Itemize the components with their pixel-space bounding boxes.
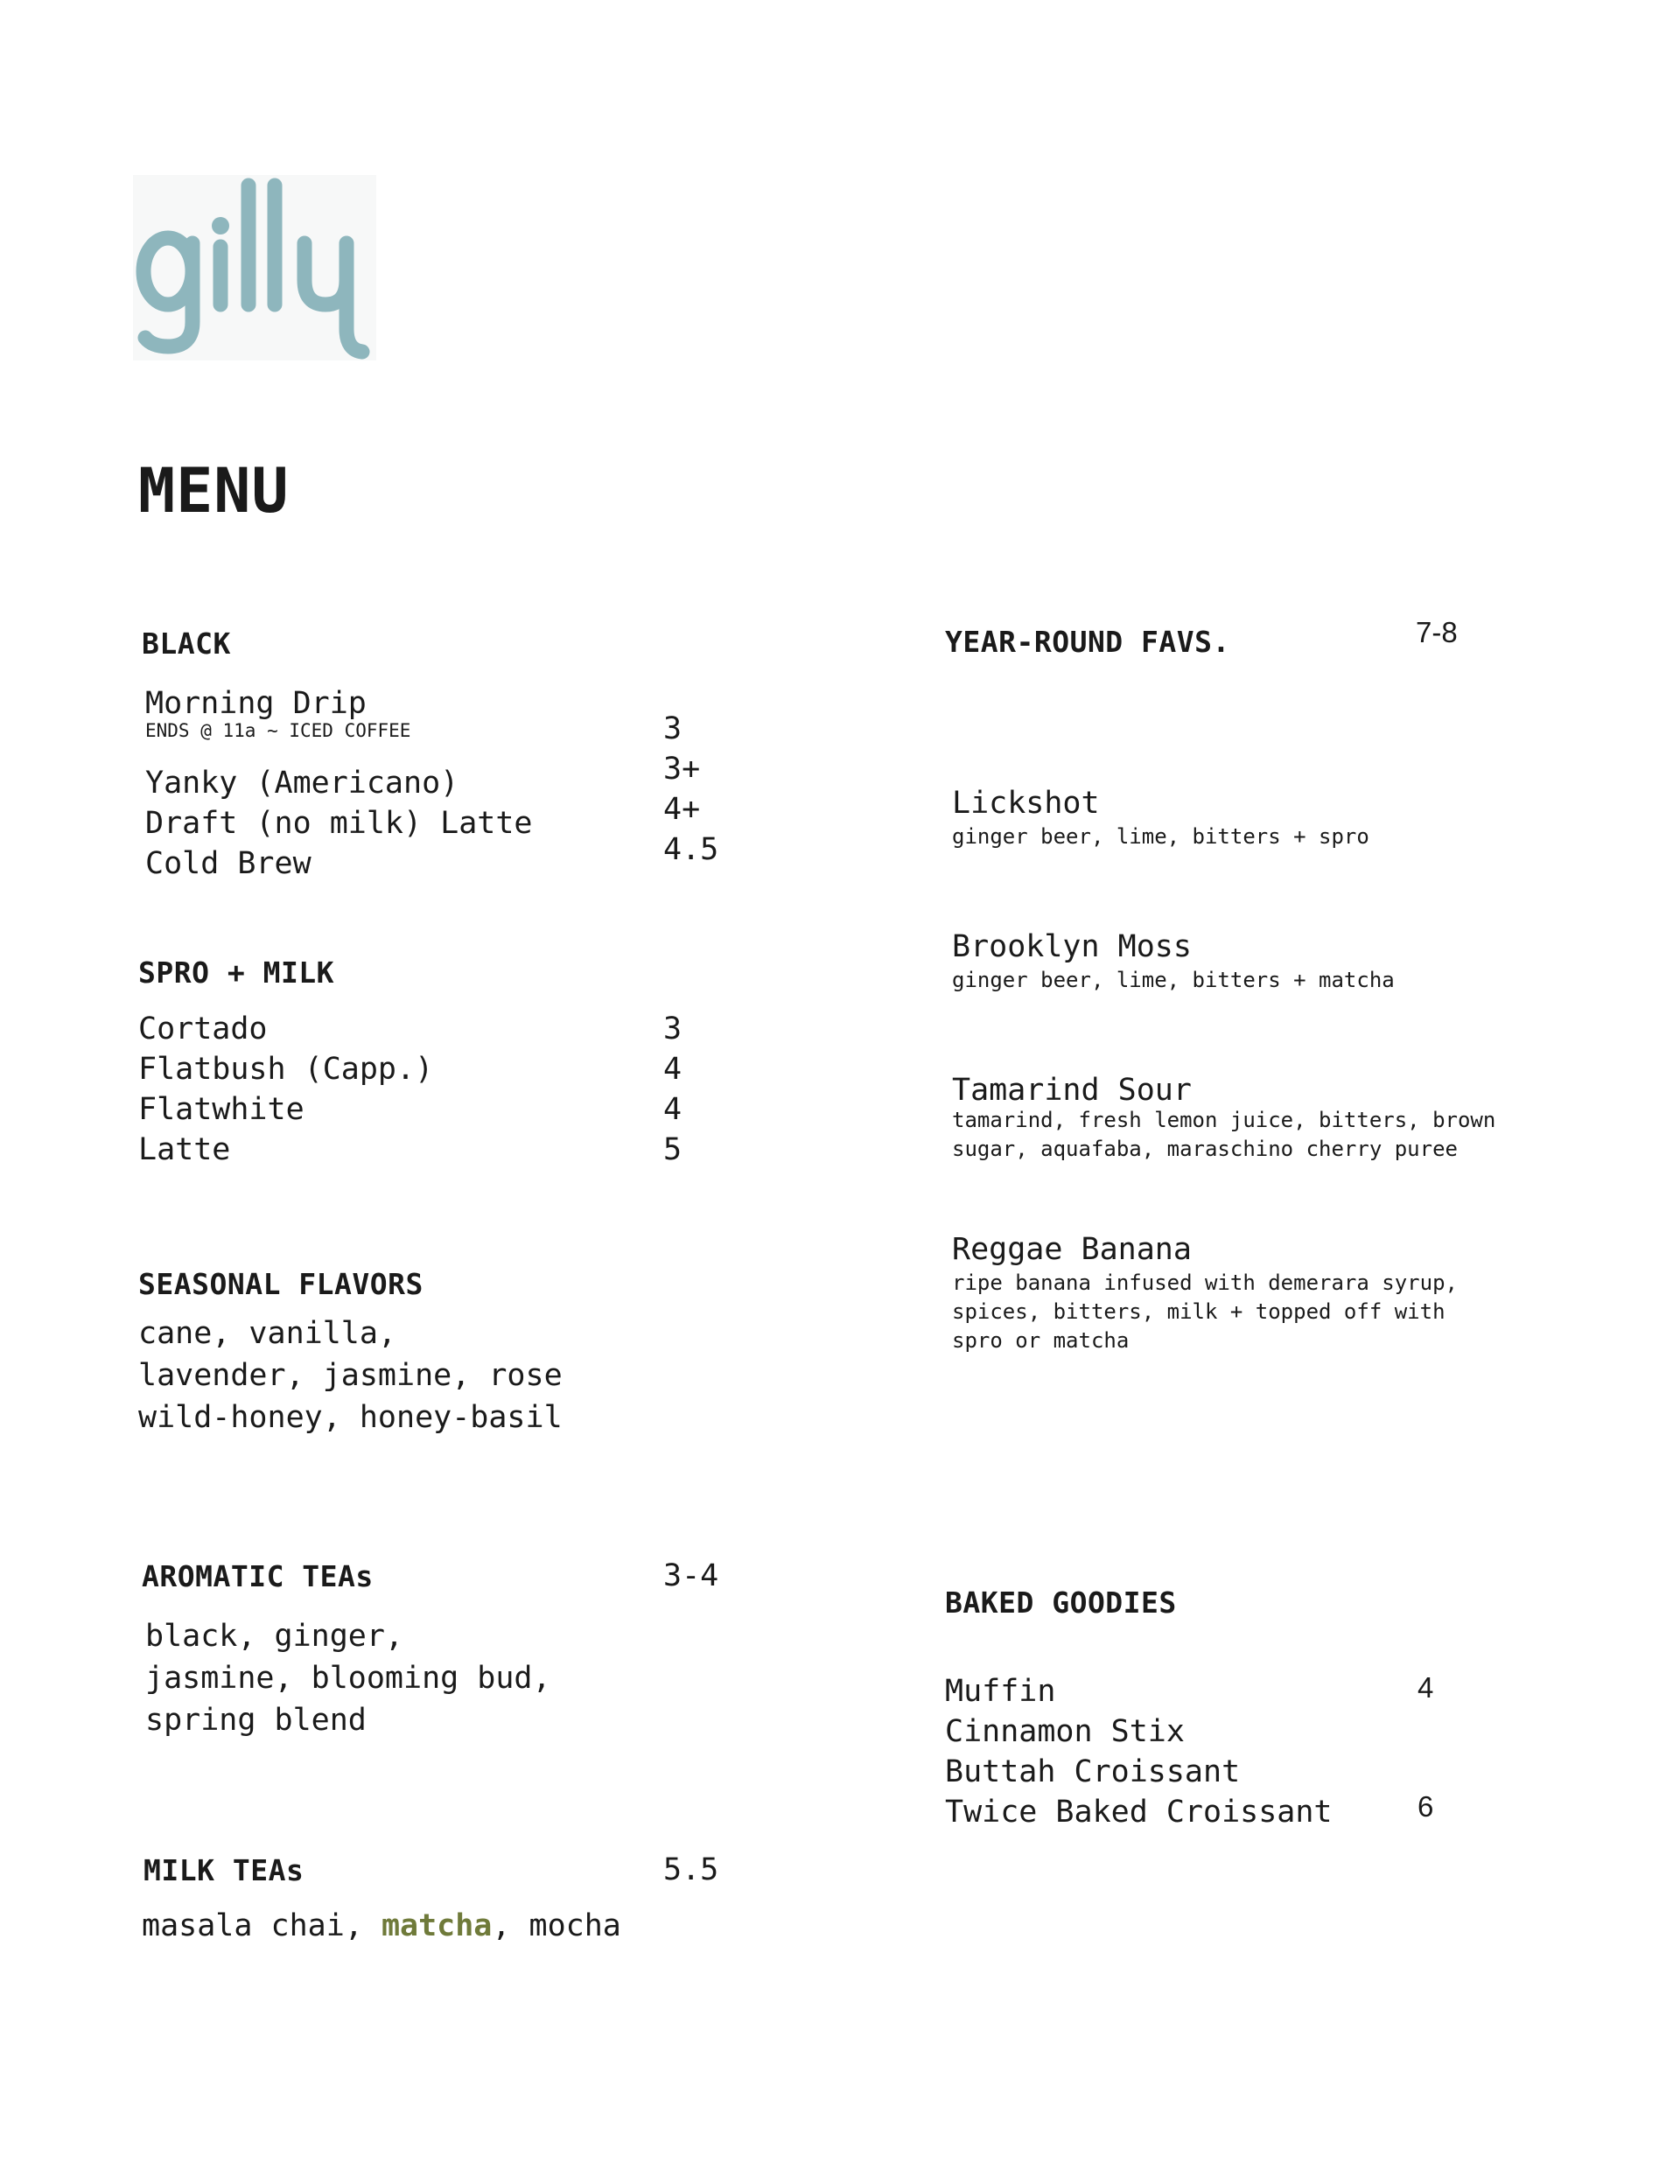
price: 4.5 (663, 832, 719, 867)
menu-item: Muffin (945, 1674, 1056, 1709)
section-heading-aromatic-teas: AROMATIC TEAs (142, 1559, 374, 1593)
menu-item: Draft (no milk) Latte (145, 806, 533, 841)
aromatic-teas-price: 3-4 (663, 1558, 719, 1593)
price: 3+ (663, 752, 701, 787)
flavor-line: wild-honey, honey-basil (138, 1400, 563, 1435)
black-prices (663, 709, 718, 870)
menu-item: Twice Baked Croissant (945, 1795, 1333, 1830)
menu-item: Flatwhite (138, 1092, 304, 1127)
fav-desc-block (952, 1269, 1458, 1355)
section-heading-spro-milk: SPRO + MILK (138, 956, 335, 990)
black-items (145, 763, 533, 884)
section-heading-milk-teas: MILK TEAs (144, 1853, 304, 1887)
section-heading-favs: YEAR-ROUND FAVS. (945, 625, 1230, 659)
baked-price-bottom: 6 (1418, 1790, 1434, 1823)
menu-item: Cinnamon Stix (945, 1714, 1185, 1749)
fav-desc: ginger beer, lime, bitters + matcha (952, 968, 1395, 992)
tea-line: spring blend (145, 1703, 367, 1738)
milk-tea-text: masala chai, (142, 1908, 382, 1943)
fav-item-lickshot: Lickshot (952, 786, 1100, 821)
gilly-logo (133, 175, 376, 360)
section-heading-seasonal: SEASONAL FLAVORS (138, 1267, 424, 1301)
page-title: MENU (138, 455, 290, 527)
price: 4 (663, 1052, 682, 1087)
item-morning-drip: Morning Drip (145, 686, 367, 721)
section-heading-black: BLACK (142, 626, 231, 661)
baked-price-top: 4 (1418, 1671, 1434, 1704)
aromatic-teas-list (145, 1615, 551, 1741)
price: 4+ (663, 792, 701, 827)
price: 3 (663, 711, 682, 746)
baked-items (945, 1671, 1333, 1832)
fav-desc: sugar, aquafaba, maraschino cherry puree (952, 1137, 1458, 1161)
milk-tea-text: , mocha (492, 1908, 621, 1943)
milk-teas-line (142, 1906, 621, 1946)
price: 3 (663, 1012, 682, 1046)
gilly-logo-mark (133, 175, 376, 360)
section-heading-baked: BAKED GOODIES (945, 1586, 1177, 1620)
menu-item: Latte (138, 1132, 231, 1167)
favs-price: 7-8 (1416, 616, 1458, 648)
tea-line: jasmine, blooming bud, (145, 1661, 551, 1696)
fav-desc: spro or matcha (952, 1328, 1130, 1353)
fav-desc: tamarind, fresh lemon juice, bitters, brown (952, 1108, 1496, 1132)
matcha-highlight: matcha (381, 1908, 493, 1943)
fav-item-brooklyn-moss: Brooklyn Moss (952, 929, 1192, 964)
fav-item-reggae-banana: Reggae Banana (952, 1232, 1192, 1267)
spro-milk-prices (663, 1009, 682, 1170)
flavor-line: lavender, jasmine, rose (138, 1358, 563, 1393)
fav-desc-block (952, 1106, 1495, 1164)
tea-line: black, ginger, (145, 1619, 404, 1654)
menu-item: Buttah Croissant (945, 1754, 1241, 1789)
fav-item-tamarind-sour: Tamarind Sour (952, 1073, 1192, 1108)
menu-item: Cortado (138, 1012, 268, 1046)
spro-milk-items (138, 1009, 433, 1170)
flavor-line: cane, vanilla, (138, 1316, 397, 1351)
milk-teas-price: 5.5 (663, 1852, 719, 1887)
menu-item: Cold Brew (145, 846, 312, 881)
fav-desc: ripe banana infused with demerara syrup, (952, 1270, 1458, 1295)
price: 5 (663, 1132, 682, 1167)
menu-item: Yanky (Americano) (145, 766, 459, 801)
seasonal-list (138, 1312, 563, 1438)
price: 4 (663, 1092, 682, 1127)
fav-desc: spices, bitters, milk + topped off with (952, 1299, 1446, 1324)
note-morning-drip: ENDS @ 11a ~ ICED COFFEE (145, 720, 411, 741)
menu-item: Flatbush (Capp.) (138, 1052, 434, 1087)
fav-desc: ginger beer, lime, bitters + spro (952, 824, 1369, 849)
